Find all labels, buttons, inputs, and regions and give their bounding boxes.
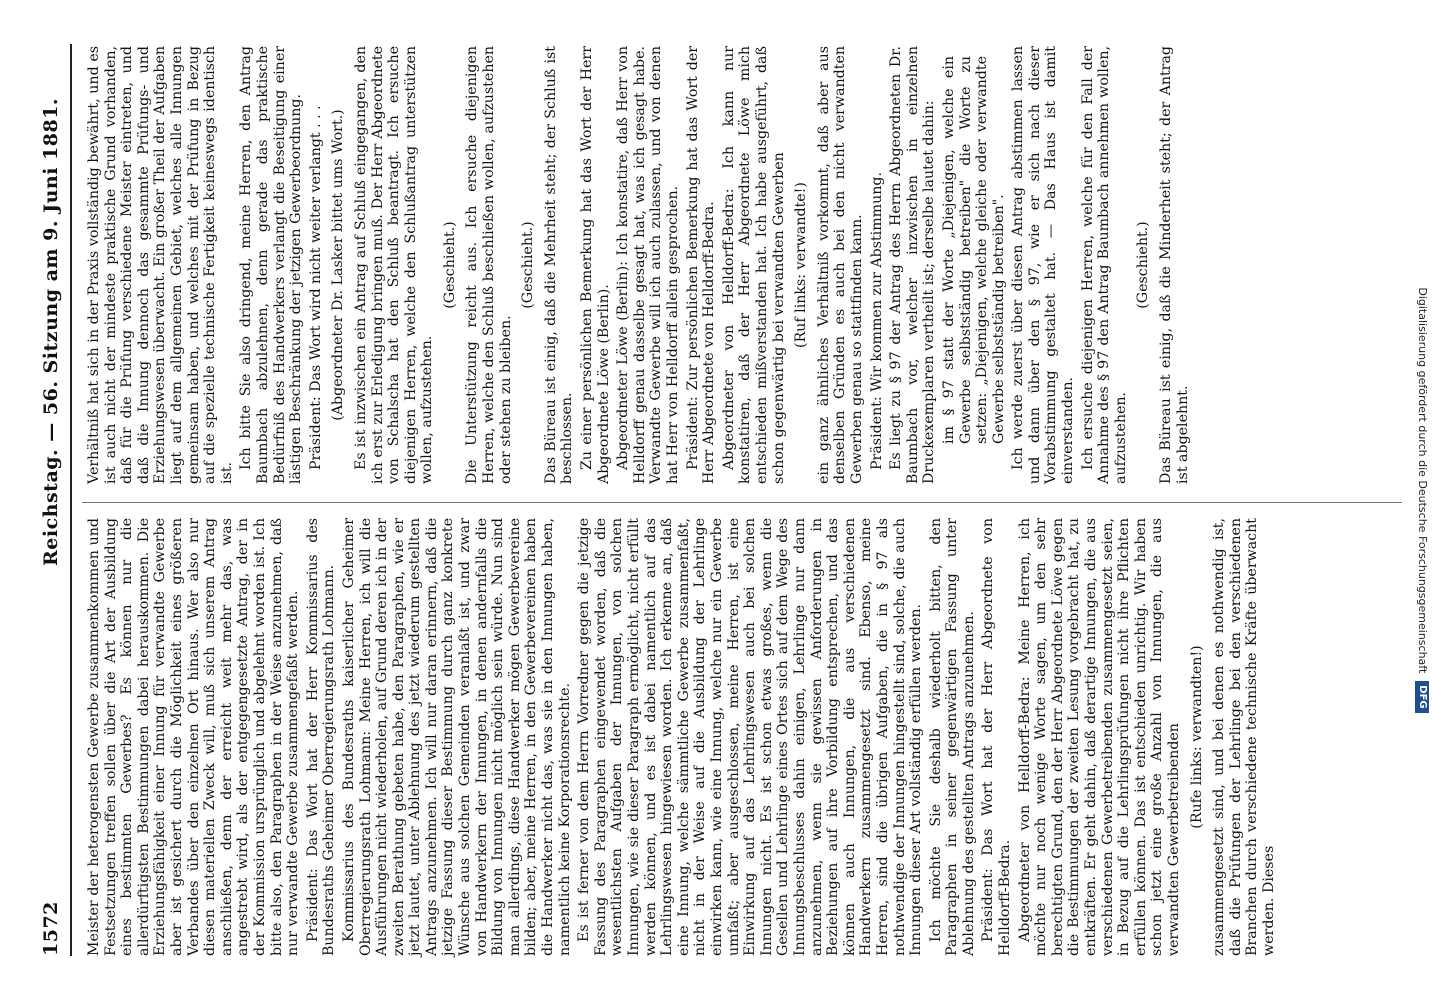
interjection: (Geschieht.) (520, 221, 537, 309)
paragraph: Kommissarius des Bundesraths kaiserlicher Geheimer Oberregierungsrath Lohmann: Meine Herren, ich will die Ausführungen nicht wiederholen, auf Grund deren ich in der zweiten Berathung gebeten habe, den Paragraphen, wie er jetzt lautet, unter Ablehnung des jetzt wiederum gestellten Antrags anzunehmen. Ich will nur daran erinnern, daß die jetzige Fassung dieser Bestimmung durch ganz konkrete Wünsche aus solchen Gemeinden veranlaßt ist, und zwar von Handwerkern der Innungen, in denen andernfalls die Bildung von Innungen nicht möglich sein würde. Nun sind man allerdings, diese Handwerker mögen Gewerbevereine bilden; aber, meine Herren, in den Gewerbevereinen haben die Handwerker nicht das, was sie in den Innungen haben, namentlich keine Korporationsrechte. (340, 518, 573, 956)
paragraph: Abgeordneter von Helldorff-Bedra: Meine Herren, ich möchte nur noch wenige Worte sagen, um den sehr berechtigten Grund, den der Herr Abgeordnete Löwe gegen die Bestimmungen der zweiten Lesung vorgebracht hat, zu entkräften. Er geht dahin, daß derartige Innungen, die aus verschiedenen Gewerbetreibenden zusammengesetzt seien, in Bezug auf die Lehrlingsprüfungen nicht ihre Pflichten erfüllen können. Das ist entschieden unrichtig. Wir haben schon jetzt eine große Anzahl von Innungen, die aus verwandten Gewerbetreibenden (1016, 518, 1182, 956)
paragraph: Es liegt zu § 97 der Antrag des Herrn Abgeordneten Dr. Baumbach vor, welcher inzwischen in einzelnen Druckexemplaren vertheilt ist; derselbe lautet dahin: (888, 46, 938, 484)
paragraph: Präsident: Das Wort hat der Herr Abgeordnete von Helldorff-Bedra. (980, 518, 1014, 956)
paragraph: Die Unterstützung reicht aus. Ich ersuche diejenigen Herren, welche den Schluß beschließen wollen, aufzustehen oder stehen zu bleiben. (464, 46, 514, 484)
quoted-motion: im § 97 statt der Worte „Diejenigen, welche ein Gewerbe selbstständig betreiben" die Worte zu setzen: „Diejenigen, welche gleiche oder verwandte Gewerbe selbstständig betreiben". (940, 56, 1007, 444)
paragraph: Zu einer persönlichen Bemerkung hat das Wort der Herr Abgeordnete Löwe (Berlin). (579, 46, 612, 484)
session-title: Reichstag. — 56. Sitzung am 9. Juni 1881. (40, 97, 62, 566)
paragraph: Ich bitte Sie also dringend, meine Herren, den Antrag Baumbach abzulehnen, denn gerade das praktische Bedürfniß des Handwerkers verlangt die Beseitigung einer lästigen Beschränkung der jetzigen Gewerbeordnung. (238, 46, 305, 484)
interjection: (Ruf links: verwandte!) (793, 182, 810, 348)
page-header (40, 44, 66, 956)
funding-text: Digitalisierung gefördert durch die Deutsche Forschungsgemeinschaft (1416, 287, 1429, 674)
interjection: (Rufe links: verwandten!) (1188, 645, 1205, 829)
funding-notice (1413, 0, 1432, 1000)
interjection: (Geschieht.) (1135, 221, 1152, 309)
page-number: 1572 (40, 901, 62, 956)
paragraph: Ich ersuche diejenigen Herren, welche für den Fall der Annahme des § 97 den Antrag Baumbach annehmen wollen, aufzustehen. (1079, 46, 1129, 484)
paragraph: Abgeordneter Löwe (Berlin): Ich konstatire, daß Herr von Helldorff genau dasselbe gesagt hat, was ich gesagt habe. Verwandte Gewerbe will ich auch zulassen, und von denen hat Herr von Helldorff allein gesprochen. (615, 46, 681, 484)
paragraph: Meister der heterogensten Gewerbe zusammenkommen und Festsetzungen treffen sollen über die Art der Ausbildung eines bestimmten Gewerbes? Es können nur die allerdürftigsten Bestimmungen dabei herauskommen. Die Erziehungsfähigkeit einer Innung für verwandte Gewerbe aber ist gesichert durch die Möglichkeit eines größeren Verbandes über den einzelnen Ort hinaus. Wer also nur diesen materiellen Zweck will, muß sich unserem Antrag anschließen, denn der erreicht weit mehr das, was angestrebt wird, als der entgegengesetzte Antrag, der in der Kommission ursprünglich und abgelehnt worden ist. Ich bitte also, den Paragraphen in der Weise anzunehmen, daß nur verwandte Gewerbe zusammengefaßt werden. (86, 518, 302, 956)
paragraph: ein ganz ähnliches Verhältniß vorkommt, daß aber aus denselben Gründen es auch bei den nicht verwandten Gewerben genau so stattfinden kann. (815, 46, 865, 484)
paragraph: Es ist inzwischen ein Antrag auf Schluß eingegangen, den ich erst zur Erledigung bringen muß. Der Herr Abgeordnete von Schalscha hat den Schluß beantragt. Ich ersuche diejenigen Herren, welche den Schlußantrag unterstützen wollen, aufzustehen. (352, 46, 436, 484)
paragraph: Präsident: Wir kommen zur Abstimmung. (868, 172, 885, 470)
paragraph: Abgeordneter von Helldorff-Bedra: Ich kann nur konstatiren, daß der Herr Abgeordnete Löwe mich entschieden mißverstanden hat. Ich habe ausgeführt, daß schon gegenwärtig bei verwandten Gewerben (720, 46, 787, 484)
right-column (86, 46, 1194, 484)
paragraph: Präsident: Das Wort hat der Herr Kommissarius des Bundesraths Geheimer Oberregierungsrath Lohmann. (304, 518, 338, 956)
paragraph: Es ist ferner von dem Herrn Vorredner gegen die jetzige Fassung des Paragraphen eingewendet worden, daß die wesentlichsten Aufgaben der Innungen, von solchen Innungen, wie sie dieser Paragraph ermöglicht, nicht erfüllt werden können, und es ist dabei namentlich auf das Lehrlingswesen hingewiesen worden. Ich erkenne an, daß eine Innung, welche sämmtliche Gewerbe zusammenfaßt, nicht in der Weise auf die Ausbildung der Lehrlinge einwirken kann, wie eine Innung, welche nur ein Gewerbe umfaßt; aber ausgeschlossen, meine Herren, ist eine Einwirkung auf das Lehrlingswesen auch bei solchen Innungen nicht. Es ist schon etwas großes, wenn die Gesellen und Lehrlinge eines Ortes sich auf dem Wege des Innungsbeschlusses dahin einigen, Lehrlinge nur dann anzunehmen, wenn sie gewissen Anforderungen in Beziehungen auf ihre Vorbildung entsprechen, und das können auch Innungen, die aus verschiedenen Handwerkern zusammengesetzt sind. Ebenso, meine Herren, sind die übrigen Aufgaben, die in § 97 als nothwendige der Innungen hingestellt sind, solche, die auch Innungen dieser Art vollständig erfüllen werden. (576, 518, 925, 956)
paragraph: Ich möchte Sie deshalb wiederholt bitten, den Paragraphen in seiner gegenwärtigen Fassung unter Ablehnung des gestellten Antrags anzunehmen. (927, 518, 977, 956)
interjection: (Geschieht.) (441, 221, 458, 309)
paragraph: Ich werde zuerst über diesen Antrag abstimmen lassen und dann über den § 97, wie er sich nach dieser Vorabstimmung gestaltet hat. — Das Haus ist damit einverstanden. (1010, 46, 1077, 484)
column-divider (82, 502, 1402, 503)
dfg-logo: DFG (1415, 681, 1429, 712)
funding-sidebar (1413, 0, 1432, 1000)
paragraph: Präsident: Zur persönlichen Bemerkung hat das Wort der Herr Abgeordnete von Helldorff-Bedra. (684, 46, 718, 484)
header-rule (70, 44, 72, 956)
paragraph: zusammengesetzt sind, und bei denen es nothwendig ist, daß die Prüfungen der Lehrlinge bei den verschiedenen Branchen durch verschiedene technische Kräfte überwacht werden. Dieses (1211, 518, 1277, 956)
interjection: (Abgeordneter Dr. Lasker bittet ums Wort.) (330, 109, 347, 421)
paragraph: Präsident: Das Wort wird nicht weiter verlangt . . . (307, 105, 324, 470)
paragraph: Das Büreau ist einig, daß die Mehrheit steht; der Schluß ist beschlossen. (542, 46, 576, 484)
paragraph: Verhältniß hat sich in der Praxis vollständig bewährt, und es ist auch nicht der mindeste praktische Grund vorhanden, daß für die Prüfung verschiedene Meister eintreten, und daß die Innung dennoch das gesammte Prüfungs- und Erziehungswesen überwacht. Ein großer Theil der Aufgaben liegt auf dem allgemeinen Gebiet, welches alle Innungen gemeinsam haben, und welches mit der Prüfung in Bezug auf die spezielle technische Fertigkeit keineswegs identisch ist. (86, 46, 235, 484)
left-column (86, 518, 1281, 956)
paragraph: Das Büreau ist einig, daß die Minderheit steht; der Antrag ist abgelehnt. (1158, 46, 1191, 484)
